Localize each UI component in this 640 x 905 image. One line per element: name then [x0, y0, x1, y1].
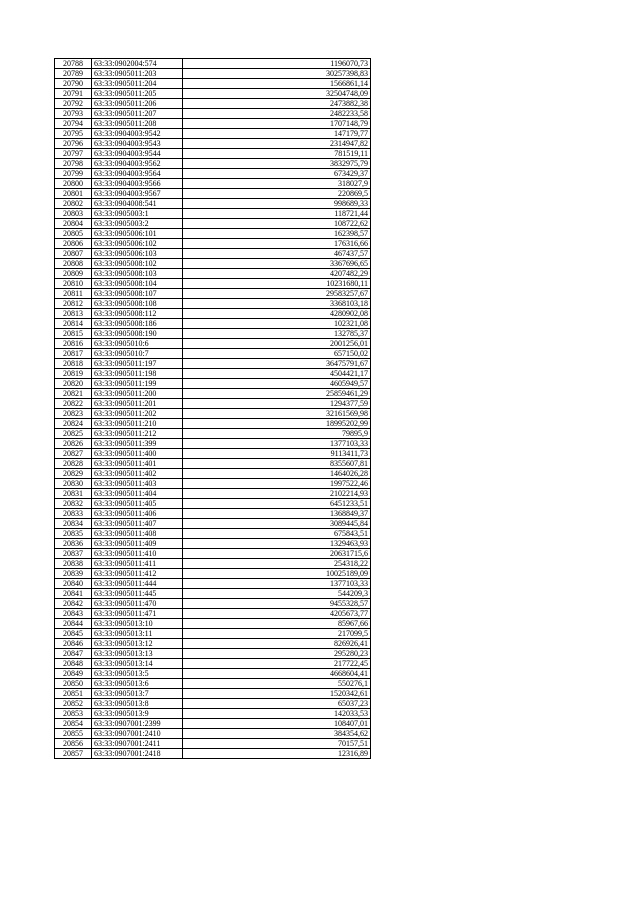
cadastral-number-cell: 63:33:0905013:13 — [92, 649, 183, 659]
cadastral-number-cell: 63:33:0905011:412 — [92, 569, 183, 579]
row-number-cell: 20849 — [55, 669, 92, 679]
row-number-cell: 20796 — [55, 139, 92, 149]
cadastral-value-cell: 4605949,57 — [183, 379, 371, 389]
table-row — [55, 639, 371, 649]
cadastral-number-cell: 63:33:0904003:9567 — [92, 189, 183, 199]
row-number-cell: 20833 — [55, 509, 92, 519]
table-row — [55, 569, 371, 579]
table-row — [55, 589, 371, 599]
cadastral-value-cell: 1196070,73 — [183, 59, 371, 69]
table-row — [55, 79, 371, 89]
table-row — [55, 679, 371, 689]
cadastral-number-cell: 63:33:0905010:6 — [92, 339, 183, 349]
cadastral-value-cell: 12316,89 — [183, 749, 371, 759]
cadastral-number-cell: 63:33:0907001:2411 — [92, 739, 183, 749]
cadastral-number-cell: 63:33:0907001:2399 — [92, 719, 183, 729]
row-number-cell: 20798 — [55, 159, 92, 169]
cadastral-value-cell: 673429,37 — [183, 169, 371, 179]
cadastral-value-cell: 25859461,29 — [183, 389, 371, 399]
table-row — [55, 209, 371, 219]
cadastral-number-cell: 63:33:0905013:8 — [92, 699, 183, 709]
cadastral-number-cell: 63:33:0904003:9562 — [92, 159, 183, 169]
cadastral-number-cell: 63:33:0905011:199 — [92, 379, 183, 389]
table-row — [55, 109, 371, 119]
table-row — [55, 519, 371, 529]
cadastral-number-cell: 63:33:0905011:202 — [92, 409, 183, 419]
cadastral-number-cell: 63:33:0905011:210 — [92, 419, 183, 429]
row-number-cell: 20845 — [55, 629, 92, 639]
table-row — [55, 419, 371, 429]
cadastral-value-cell: 29583257,67 — [183, 289, 371, 299]
cadastral-number-cell: 63:33:0905011:204 — [92, 79, 183, 89]
row-number-cell: 20855 — [55, 729, 92, 739]
cadastral-value-cell: 132785,37 — [183, 329, 371, 339]
row-number-cell: 20843 — [55, 609, 92, 619]
table-row — [55, 489, 371, 499]
cadastral-value-cell: 4207482,29 — [183, 269, 371, 279]
table-row — [55, 559, 371, 569]
row-number-cell: 20789 — [55, 69, 92, 79]
table-row — [55, 349, 371, 359]
cadastral-number-cell: 63:33:0905011:203 — [92, 69, 183, 79]
table-row — [55, 619, 371, 629]
row-number-cell: 20815 — [55, 329, 92, 339]
table-row — [55, 299, 371, 309]
row-number-cell: 20812 — [55, 299, 92, 309]
row-number-cell: 20816 — [55, 339, 92, 349]
row-number-cell: 20856 — [55, 739, 92, 749]
table-row — [55, 159, 371, 169]
row-number-cell: 20837 — [55, 549, 92, 559]
cadastral-value-cell: 544209,3 — [183, 589, 371, 599]
cadastral-value-cell: 217099,5 — [183, 629, 371, 639]
cadastral-value-cell: 2001256,01 — [183, 339, 371, 349]
cadastral-value-cell: 1377103,33 — [183, 439, 371, 449]
row-number-cell: 20814 — [55, 319, 92, 329]
cadastral-value-cell: 2102214,93 — [183, 489, 371, 499]
cadastral-value-cell: 79895,9 — [183, 429, 371, 439]
table-row — [55, 289, 371, 299]
cadastral-number-cell: 63:33:0904003:9543 — [92, 139, 183, 149]
cadastral-number-cell: 63:33:0905008:102 — [92, 259, 183, 269]
cadastral-value-cell: 3368103,18 — [183, 299, 371, 309]
row-number-cell: 20819 — [55, 369, 92, 379]
row-number-cell: 20847 — [55, 649, 92, 659]
table-row — [55, 509, 371, 519]
cadastral-number-cell: 63:33:0905011:406 — [92, 509, 183, 519]
table-row — [55, 229, 371, 239]
row-number-cell: 20799 — [55, 169, 92, 179]
table-row — [55, 249, 371, 259]
cadastral-number-cell: 63:33:0905011:471 — [92, 609, 183, 619]
row-number-cell: 20846 — [55, 639, 92, 649]
cadastral-number-cell: 63:33:0905008:104 — [92, 279, 183, 289]
row-number-cell: 20795 — [55, 129, 92, 139]
table-row — [55, 539, 371, 549]
table-row — [55, 669, 371, 679]
cadastral-value-cell: 318027,9 — [183, 179, 371, 189]
cadastral-number-cell: 63:33:0905008:112 — [92, 309, 183, 319]
table-row — [55, 339, 371, 349]
cadastral-value-cell: 70157,51 — [183, 739, 371, 749]
cadastral-value-cell: 4504421,17 — [183, 369, 371, 379]
cadastral-number-cell: 63:33:0905006:103 — [92, 249, 183, 259]
table-row — [55, 689, 371, 699]
table-row — [55, 59, 371, 69]
cadastral-value-cell: 10025189,09 — [183, 569, 371, 579]
cadastral-number-cell: 63:33:0904008:541 — [92, 199, 183, 209]
cadastral-number-cell: 63:33:0905011:407 — [92, 519, 183, 529]
table-row — [55, 629, 371, 639]
table-row — [55, 149, 371, 159]
table-row — [55, 89, 371, 99]
row-number-cell: 20828 — [55, 459, 92, 469]
cadastral-value-table — [54, 58, 371, 759]
cadastral-number-cell: 63:33:0905013:5 — [92, 669, 183, 679]
table-row — [55, 389, 371, 399]
row-number-cell: 20830 — [55, 479, 92, 489]
cadastral-value-cell: 657150,02 — [183, 349, 371, 359]
cadastral-number-cell: 63:33:0905003:1 — [92, 209, 183, 219]
cadastral-value-cell: 2482233,58 — [183, 109, 371, 119]
cadastral-value-cell: 36475791,67 — [183, 359, 371, 369]
table-row — [55, 459, 371, 469]
table-row — [55, 309, 371, 319]
cadastral-value-cell: 2473882,38 — [183, 99, 371, 109]
row-number-cell: 20788 — [55, 59, 92, 69]
cadastral-number-cell: 63:33:0904003:9542 — [92, 129, 183, 139]
cadastral-number-cell: 63:33:0905011:405 — [92, 499, 183, 509]
cadastral-number-cell: 63:33:0905011:198 — [92, 369, 183, 379]
cadastral-value-cell: 32161569,98 — [183, 409, 371, 419]
cadastral-number-cell: 63:33:0905011:401 — [92, 459, 183, 469]
cadastral-number-cell: 63:33:0904003:9564 — [92, 169, 183, 179]
table-row — [55, 329, 371, 339]
row-number-cell: 20803 — [55, 209, 92, 219]
row-number-cell: 20824 — [55, 419, 92, 429]
table-row — [55, 279, 371, 289]
cadastral-value-cell: 85967,66 — [183, 619, 371, 629]
row-number-cell: 20821 — [55, 389, 92, 399]
table-row — [55, 709, 371, 719]
cadastral-number-cell: 63:33:0905008:186 — [92, 319, 183, 329]
row-number-cell: 20806 — [55, 239, 92, 249]
row-number-cell: 20838 — [55, 559, 92, 569]
table-row — [55, 69, 371, 79]
row-number-cell: 20854 — [55, 719, 92, 729]
row-number-cell: 20822 — [55, 399, 92, 409]
cadastral-value-cell: 998689,33 — [183, 199, 371, 209]
cadastral-number-cell: 63:33:0902004:574 — [92, 59, 183, 69]
cadastral-number-cell: 63:33:0905006:102 — [92, 239, 183, 249]
cadastral-number-cell: 63:33:0905011:205 — [92, 89, 183, 99]
row-number-cell: 20827 — [55, 449, 92, 459]
cadastral-number-cell: 63:33:0905011:409 — [92, 539, 183, 549]
cadastral-number-cell: 63:33:0904003:9544 — [92, 149, 183, 159]
row-number-cell: 20797 — [55, 149, 92, 159]
cadastral-number-cell: 63:33:0905013:10 — [92, 619, 183, 629]
cadastral-value-cell: 295280,23 — [183, 649, 371, 659]
cadastral-number-cell: 63:33:0907001:2410 — [92, 729, 183, 739]
row-number-cell: 20832 — [55, 499, 92, 509]
cadastral-value-cell: 30257398,83 — [183, 69, 371, 79]
cadastral-value-cell: 176316,66 — [183, 239, 371, 249]
cadastral-number-cell: 63:33:0905008:190 — [92, 329, 183, 339]
row-number-cell: 20791 — [55, 89, 92, 99]
cadastral-number-cell: 63:33:0905011:410 — [92, 549, 183, 559]
cadastral-value-cell: 781519,11 — [183, 149, 371, 159]
row-number-cell: 20801 — [55, 189, 92, 199]
table-row — [55, 719, 371, 729]
cadastral-value-cell: 1294377,59 — [183, 399, 371, 409]
table-row — [55, 99, 371, 109]
cadastral-value-cell: 2314947,82 — [183, 139, 371, 149]
cadastral-value-cell: 3089445,84 — [183, 519, 371, 529]
cadastral-value-cell: 4668604,41 — [183, 669, 371, 679]
cadastral-number-cell: 63:33:0905011:444 — [92, 579, 183, 589]
row-number-cell: 20809 — [55, 269, 92, 279]
table-row — [55, 499, 371, 509]
row-number-cell: 20825 — [55, 429, 92, 439]
cadastral-number-cell: 63:33:0905011:403 — [92, 479, 183, 489]
row-number-cell: 20850 — [55, 679, 92, 689]
row-number-cell: 20839 — [55, 569, 92, 579]
row-number-cell: 20851 — [55, 689, 92, 699]
cadastral-number-cell: 63:33:0905011:402 — [92, 469, 183, 479]
cadastral-value-cell: 1707148,79 — [183, 119, 371, 129]
cadastral-value-cell: 4280902,08 — [183, 309, 371, 319]
table-row — [55, 239, 371, 249]
cadastral-value-cell: 384354,62 — [183, 729, 371, 739]
row-number-cell: 20794 — [55, 119, 92, 129]
row-number-cell: 20805 — [55, 229, 92, 239]
cadastral-value-cell: 108407,01 — [183, 719, 371, 729]
table-row — [55, 369, 371, 379]
cadastral-value-cell: 217722,45 — [183, 659, 371, 669]
table-row — [55, 579, 371, 589]
table-row — [55, 259, 371, 269]
row-number-cell: 20807 — [55, 249, 92, 259]
cadastral-value-cell: 1329463,93 — [183, 539, 371, 549]
row-number-cell: 20834 — [55, 519, 92, 529]
row-number-cell: 20793 — [55, 109, 92, 119]
cadastral-number-cell: 63:33:0905011:200 — [92, 389, 183, 399]
table-row — [55, 169, 371, 179]
row-number-cell: 20841 — [55, 589, 92, 599]
row-number-cell: 20853 — [55, 709, 92, 719]
cadastral-value-cell: 3367696,65 — [183, 259, 371, 269]
cadastral-number-cell: 63:33:0905013:6 — [92, 679, 183, 689]
cadastral-number-cell: 63:33:0905008:103 — [92, 269, 183, 279]
cadastral-value-cell: 108722,62 — [183, 219, 371, 229]
row-number-cell: 20844 — [55, 619, 92, 629]
cadastral-value-cell: 220869,5 — [183, 189, 371, 199]
cadastral-number-cell: 63:33:0905011:399 — [92, 439, 183, 449]
cadastral-value-cell: 467437,57 — [183, 249, 371, 259]
row-number-cell: 20835 — [55, 529, 92, 539]
cadastral-value-cell: 675843,51 — [183, 529, 371, 539]
table-row — [55, 359, 371, 369]
table-row — [55, 189, 371, 199]
cadastral-value-cell: 1368849,37 — [183, 509, 371, 519]
table-row — [55, 269, 371, 279]
cadastral-value-cell: 9455328,57 — [183, 599, 371, 609]
cadastral-value-cell: 142033,53 — [183, 709, 371, 719]
table-row — [55, 469, 371, 479]
cadastral-value-cell: 1464026,28 — [183, 469, 371, 479]
row-number-cell: 20842 — [55, 599, 92, 609]
cadastral-value-cell: 4205673,77 — [183, 609, 371, 619]
table-row — [55, 379, 371, 389]
row-number-cell: 20813 — [55, 309, 92, 319]
row-number-cell: 20836 — [55, 539, 92, 549]
cadastral-value-cell: 147179,77 — [183, 129, 371, 139]
table-body — [55, 59, 371, 759]
cadastral-value-cell: 18995202,99 — [183, 419, 371, 429]
table-row — [55, 749, 371, 759]
table-row — [55, 549, 371, 559]
row-number-cell: 20820 — [55, 379, 92, 389]
table-row — [55, 179, 371, 189]
cadastral-number-cell: 63:33:0904003:9566 — [92, 179, 183, 189]
cadastral-value-cell: 3832975,79 — [183, 159, 371, 169]
row-number-cell: 20831 — [55, 489, 92, 499]
cadastral-number-cell: 63:33:0905008:107 — [92, 289, 183, 299]
cadastral-value-cell: 65037,23 — [183, 699, 371, 709]
table-row — [55, 429, 371, 439]
row-number-cell: 20804 — [55, 219, 92, 229]
row-number-cell: 20790 — [55, 79, 92, 89]
cadastral-value-cell: 1520342,61 — [183, 689, 371, 699]
cadastral-number-cell: 63:33:0907001:2418 — [92, 749, 183, 759]
row-number-cell: 20810 — [55, 279, 92, 289]
cadastral-number-cell: 63:33:0905011:470 — [92, 599, 183, 609]
cadastral-number-cell: 63:33:0905011:408 — [92, 529, 183, 539]
cadastral-value-cell: 118721,44 — [183, 209, 371, 219]
row-number-cell: 20800 — [55, 179, 92, 189]
table-row — [55, 199, 371, 209]
cadastral-value-cell: 8355607,81 — [183, 459, 371, 469]
table-row — [55, 409, 371, 419]
row-number-cell: 20857 — [55, 749, 92, 759]
table-row — [55, 439, 371, 449]
table-row — [55, 609, 371, 619]
table-row — [55, 219, 371, 229]
cadastral-number-cell: 63:33:0905011:404 — [92, 489, 183, 499]
cadastral-number-cell: 63:33:0905011:207 — [92, 109, 183, 119]
cadastral-value-cell: 826926,41 — [183, 639, 371, 649]
table-row — [55, 699, 371, 709]
table-row — [55, 599, 371, 609]
cadastral-number-cell: 63:33:0905006:101 — [92, 229, 183, 239]
table-row — [55, 129, 371, 139]
cadastral-value-cell: 1377103,33 — [183, 579, 371, 589]
row-number-cell: 20840 — [55, 579, 92, 589]
cadastral-number-cell: 63:33:0905011:411 — [92, 559, 183, 569]
table-row — [55, 399, 371, 409]
cadastral-number-cell: 63:33:0905008:108 — [92, 299, 183, 309]
cadastral-number-cell: 63:33:0905013:11 — [92, 629, 183, 639]
cadastral-value-cell: 32504748,09 — [183, 89, 371, 99]
cadastral-value-cell: 6451233,51 — [183, 499, 371, 509]
row-number-cell: 20808 — [55, 259, 92, 269]
table-row — [55, 739, 371, 749]
cadastral-number-cell: 63:33:0905011:208 — [92, 119, 183, 129]
table-row — [55, 529, 371, 539]
table-row — [55, 479, 371, 489]
row-number-cell: 20818 — [55, 359, 92, 369]
row-number-cell: 20792 — [55, 99, 92, 109]
row-number-cell: 20802 — [55, 199, 92, 209]
table-row — [55, 729, 371, 739]
table-row — [55, 659, 371, 669]
row-number-cell: 20826 — [55, 439, 92, 449]
cadastral-number-cell: 63:33:0905010:7 — [92, 349, 183, 359]
table-row — [55, 449, 371, 459]
cadastral-value-cell: 550276,1 — [183, 679, 371, 689]
table-row — [55, 119, 371, 129]
cadastral-number-cell: 63:33:0905003:2 — [92, 219, 183, 229]
cadastral-number-cell: 63:33:0905011:212 — [92, 429, 183, 439]
row-number-cell: 20823 — [55, 409, 92, 419]
cadastral-number-cell: 63:33:0905011:201 — [92, 399, 183, 409]
cadastral-value-cell: 162398,57 — [183, 229, 371, 239]
table-row — [55, 139, 371, 149]
cadastral-value-cell: 20631715,6 — [183, 549, 371, 559]
table-row — [55, 319, 371, 329]
cadastral-value-cell: 102321,08 — [183, 319, 371, 329]
cadastral-number-cell: 63:33:0905011:197 — [92, 359, 183, 369]
row-number-cell: 20817 — [55, 349, 92, 359]
cadastral-value-cell: 10231680,11 — [183, 279, 371, 289]
cadastral-value-cell: 1997522,46 — [183, 479, 371, 489]
cadastral-value-cell: 1566861,14 — [183, 79, 371, 89]
row-number-cell: 20848 — [55, 659, 92, 669]
cadastral-number-cell: 63:33:0905011:445 — [92, 589, 183, 599]
row-number-cell: 20811 — [55, 289, 92, 299]
row-number-cell: 20852 — [55, 699, 92, 709]
row-number-cell: 20829 — [55, 469, 92, 479]
cadastral-number-cell: 63:33:0905011:206 — [92, 99, 183, 109]
cadastral-number-cell: 63:33:0905011:400 — [92, 449, 183, 459]
cadastral-number-cell: 63:33:0905013:9 — [92, 709, 183, 719]
table-row — [55, 649, 371, 659]
cadastral-number-cell: 63:33:0905013:7 — [92, 689, 183, 699]
cadastral-value-cell: 9113411,73 — [183, 449, 371, 459]
cadastral-number-cell: 63:33:0905013:14 — [92, 659, 183, 669]
cadastral-value-cell: 254318,22 — [183, 559, 371, 569]
cadastral-number-cell: 63:33:0905013:12 — [92, 639, 183, 649]
